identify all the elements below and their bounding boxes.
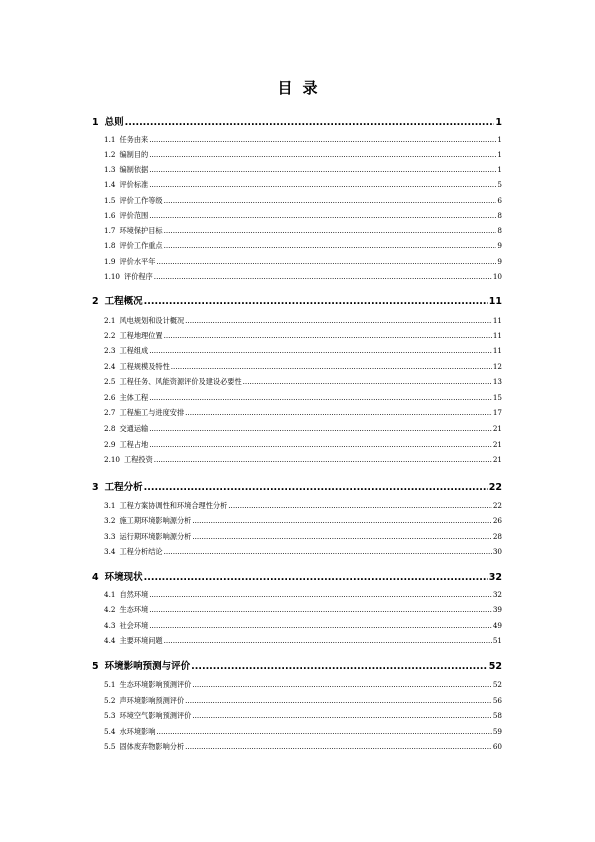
- entry-page-number: 56: [492, 696, 502, 705]
- toc-section-entry[interactable]: [104, 211, 502, 221]
- toc-section-entry[interactable]: [104, 727, 502, 737]
- dot-leader: [243, 377, 492, 386]
- entry-number: 1.8: [104, 241, 116, 250]
- entry-page-number: 60: [492, 742, 502, 751]
- entry-title: 工程地理位置: [119, 331, 163, 340]
- entry-number: 5.2: [104, 696, 116, 705]
- entry-title: 编制目的: [119, 150, 149, 159]
- toc-section-entry[interactable]: [104, 316, 502, 326]
- entry-title: 工程占地: [119, 440, 149, 449]
- dot-leader: [185, 408, 492, 417]
- dot-leader: [149, 440, 492, 449]
- entry-number: 3.3: [104, 532, 116, 541]
- entry-page-number: 49: [492, 621, 502, 630]
- entry-page-number: 17: [492, 408, 502, 417]
- dot-leader: [192, 516, 492, 525]
- dot-leader: [149, 135, 496, 144]
- entry-title: 风电规划和设计概况: [119, 316, 185, 325]
- entry-title: 评价范围: [119, 211, 149, 220]
- entry-number: 1: [92, 117, 99, 128]
- entry-page-number: 11: [492, 331, 502, 340]
- dot-leader: [149, 590, 492, 599]
- entry-number: 1.3: [104, 165, 116, 174]
- entry-number: 5: [92, 661, 99, 672]
- entry-page-number: 1: [495, 117, 502, 128]
- entry-title: 评价水平年: [119, 257, 156, 266]
- entry-page-number: 21: [492, 455, 502, 464]
- entry-number: 2.7: [104, 408, 116, 417]
- dot-leader: [149, 424, 492, 433]
- dot-leader: [164, 636, 492, 645]
- entry-page-number: 39: [492, 605, 502, 614]
- entry-title: 工程施工与进度安排: [119, 408, 185, 417]
- toc-section-entry[interactable]: [104, 241, 502, 251]
- entry-page-number: 11: [492, 316, 502, 325]
- entry-title: 生态环境影响预测评价: [119, 680, 192, 689]
- toc-chapter-entry[interactable]: [92, 658, 502, 672]
- entry-number: 4.4: [104, 636, 116, 645]
- entry-number: 4.2: [104, 605, 116, 614]
- entry-number: 2.3: [104, 346, 116, 355]
- entry-title: 工程分析: [104, 482, 143, 493]
- toc-section-entry[interactable]: [104, 272, 502, 282]
- entry-page-number: 9: [497, 257, 502, 266]
- toc-section-entry[interactable]: [104, 180, 502, 190]
- entry-number: 1.6: [104, 211, 116, 220]
- entry-number: 2.5: [104, 377, 116, 386]
- entry-page-number: 22: [492, 501, 502, 510]
- entry-title: 工程投资: [124, 455, 153, 464]
- toc-section-entry[interactable]: [104, 257, 502, 267]
- entry-number: 2.4: [104, 362, 116, 371]
- toc-section-entry[interactable]: [104, 331, 502, 341]
- toc-section-entry[interactable]: [104, 346, 502, 356]
- toc-section-entry[interactable]: [104, 424, 502, 434]
- entry-title: 环境保护目标: [119, 226, 163, 235]
- entry-page-number: 51: [492, 636, 502, 645]
- entry-number: 2.9: [104, 440, 116, 449]
- dot-leader: [164, 547, 492, 556]
- toc-chapter-entry[interactable]: [92, 293, 502, 307]
- entry-number: 2.6: [104, 393, 116, 402]
- toc-section-entry[interactable]: [104, 621, 502, 631]
- toc-section-entry[interactable]: [104, 636, 502, 646]
- toc-section-entry[interactable]: [104, 605, 502, 615]
- toc-section-entry[interactable]: [104, 226, 502, 236]
- entry-page-number: 5: [497, 180, 502, 189]
- toc-section-entry[interactable]: [104, 501, 502, 511]
- entry-page-number: 32: [488, 572, 502, 583]
- dot-leader: [154, 272, 492, 281]
- dot-leader: [149, 605, 492, 614]
- entry-title: 环境空气影响预测评价: [119, 711, 192, 720]
- dot-leader: [144, 482, 488, 493]
- toc-chapter-entry[interactable]: [92, 114, 502, 128]
- entry-title: 环境影响预测与评价: [104, 661, 191, 672]
- toc-section-entry[interactable]: [104, 362, 502, 372]
- entry-page-number: 58: [492, 711, 502, 720]
- dot-leader: [185, 742, 492, 751]
- toc-section-entry[interactable]: [104, 408, 502, 418]
- toc-chapter-entry[interactable]: [92, 479, 502, 493]
- entry-title: 环境现状: [104, 572, 143, 583]
- entry-title: 工程分析结论: [119, 547, 163, 556]
- entry-title: 运行期环境影响源分析: [119, 532, 192, 541]
- dot-leader: [164, 241, 497, 250]
- toc-section-entry[interactable]: [104, 377, 502, 387]
- dot-leader: [149, 165, 496, 174]
- toc-section-entry[interactable]: [104, 547, 502, 557]
- entry-number: 2.10: [104, 455, 121, 464]
- entry-title: 任务由来: [119, 135, 149, 144]
- entry-page-number: 1: [497, 165, 502, 174]
- toc-section-entry[interactable]: [104, 516, 502, 526]
- entry-page-number: 52: [492, 680, 502, 689]
- title-char-1: 目: [277, 79, 293, 97]
- entry-title: 交通运输: [119, 424, 149, 433]
- toc-section-entry[interactable]: [104, 590, 502, 600]
- toc-section-entry[interactable]: [104, 165, 502, 175]
- dot-leader: [191, 661, 488, 672]
- entry-number: 1.9: [104, 257, 116, 266]
- entry-page-number: 52: [488, 661, 502, 672]
- entry-number: 1.5: [104, 196, 116, 205]
- toc-section-entry[interactable]: [104, 532, 502, 542]
- toc-section-entry[interactable]: [104, 196, 502, 206]
- entry-number: 5.4: [104, 727, 116, 736]
- toc-chapter-entry[interactable]: [92, 569, 502, 583]
- dot-leader: [164, 331, 492, 340]
- entry-number: 2.8: [104, 424, 116, 433]
- dot-leader: [164, 226, 497, 235]
- dot-leader: [149, 393, 492, 402]
- entry-title: 固体废弃物影响分析: [119, 742, 185, 751]
- entry-page-number: 59: [492, 727, 502, 736]
- dot-leader: [192, 680, 492, 689]
- entry-page-number: 11: [492, 346, 502, 355]
- dot-leader: [149, 621, 492, 630]
- toc-section-entry[interactable]: [104, 135, 502, 145]
- dot-leader: [149, 211, 496, 220]
- entry-number: 1.1: [104, 135, 116, 144]
- dot-leader: [144, 572, 488, 583]
- entry-number: 3.1: [104, 501, 116, 510]
- entry-number: 1.10: [104, 272, 121, 281]
- dot-leader: [185, 316, 492, 325]
- entry-title: 工程概况: [104, 296, 143, 307]
- entry-number: 5.5: [104, 742, 116, 751]
- entry-page-number: 15: [492, 393, 502, 402]
- title-char-2: 录: [302, 79, 318, 97]
- dot-leader: [125, 117, 495, 128]
- entry-number: 2.1: [104, 316, 116, 325]
- dot-leader: [192, 532, 492, 541]
- toc-section-entry[interactable]: [104, 696, 502, 706]
- entry-page-number: 1: [497, 150, 502, 159]
- toc-section-entry[interactable]: [104, 393, 502, 403]
- entry-title: 自然环境: [119, 590, 149, 599]
- dot-leader: [154, 455, 492, 464]
- entry-number: 4.1: [104, 590, 116, 599]
- entry-title: 编制依据: [119, 165, 149, 174]
- entry-title: 生态环境: [119, 605, 149, 614]
- entry-title: 工程组成: [119, 346, 149, 355]
- entry-page-number: 28: [492, 532, 502, 541]
- entry-number: 1.4: [104, 180, 116, 189]
- entry-page-number: 8: [497, 211, 502, 220]
- entry-page-number: 21: [492, 440, 502, 449]
- dot-leader: [171, 362, 492, 371]
- dot-leader: [228, 501, 492, 510]
- entry-title: 评价程序: [124, 272, 153, 281]
- entry-page-number: 1: [497, 135, 502, 144]
- entry-page-number: 8: [497, 226, 502, 235]
- entry-number: 3.4: [104, 547, 116, 556]
- toc-section-entry[interactable]: [104, 150, 502, 160]
- entry-number: 3: [92, 482, 99, 493]
- toc-section-entry[interactable]: [104, 455, 502, 465]
- entry-title: 工程规模及特性: [119, 362, 170, 371]
- entry-page-number: 9: [497, 241, 502, 250]
- entry-title: 主体工程: [119, 393, 149, 402]
- entry-title: 水环境影响: [119, 727, 156, 736]
- entry-title: 工程任务、风能资源评价及建设必要性: [119, 377, 242, 386]
- entry-title: 工程方案协调性和环境合理性分析: [119, 501, 228, 510]
- entry-title: 社会环境: [119, 621, 149, 630]
- dot-leader: [156, 257, 496, 266]
- entry-page-number: 30: [492, 547, 502, 556]
- entry-number: 2: [92, 296, 99, 307]
- entry-page-number: 13: [492, 377, 502, 386]
- entry-page-number: 22: [488, 482, 502, 493]
- toc-section-entry[interactable]: [104, 742, 502, 752]
- entry-page-number: 26: [492, 516, 502, 525]
- dot-leader: [149, 150, 496, 159]
- entry-page-number: 11: [488, 296, 502, 307]
- entry-title: 总则: [104, 117, 124, 128]
- page-title: [0, 78, 595, 98]
- entry-title: 评价工作重点: [119, 241, 163, 250]
- dot-leader: [156, 727, 491, 736]
- dot-leader: [149, 346, 492, 355]
- entry-page-number: 32: [492, 590, 502, 599]
- toc-section-entry[interactable]: [104, 440, 502, 450]
- entry-page-number: 21: [492, 424, 502, 433]
- toc-section-entry[interactable]: [104, 711, 502, 721]
- dot-leader: [164, 196, 497, 205]
- entry-page-number: 12: [492, 362, 502, 371]
- entry-number: 5.1: [104, 680, 116, 689]
- dot-leader: [185, 696, 492, 705]
- entry-page-number: 10: [492, 272, 502, 281]
- entry-title: 评价标准: [119, 180, 149, 189]
- entry-title: 施工期环境影响源分析: [119, 516, 192, 525]
- entry-page-number: 6: [497, 196, 502, 205]
- dot-leader: [149, 180, 496, 189]
- toc-section-entry[interactable]: [104, 680, 502, 690]
- dot-leader: [144, 296, 488, 307]
- entry-number: 3.2: [104, 516, 116, 525]
- entry-number: 4: [92, 572, 99, 583]
- entry-number: 1.7: [104, 226, 116, 235]
- entry-number: 1.2: [104, 150, 116, 159]
- entry-number: 2.2: [104, 331, 116, 340]
- dot-leader: [192, 711, 492, 720]
- entry-title: 评价工作等级: [119, 196, 163, 205]
- entry-title: 声环境影响预测评价: [119, 696, 185, 705]
- entry-number: 5.3: [104, 711, 116, 720]
- entry-number: 4.3: [104, 621, 116, 630]
- entry-title: 主要环境问题: [119, 636, 163, 645]
